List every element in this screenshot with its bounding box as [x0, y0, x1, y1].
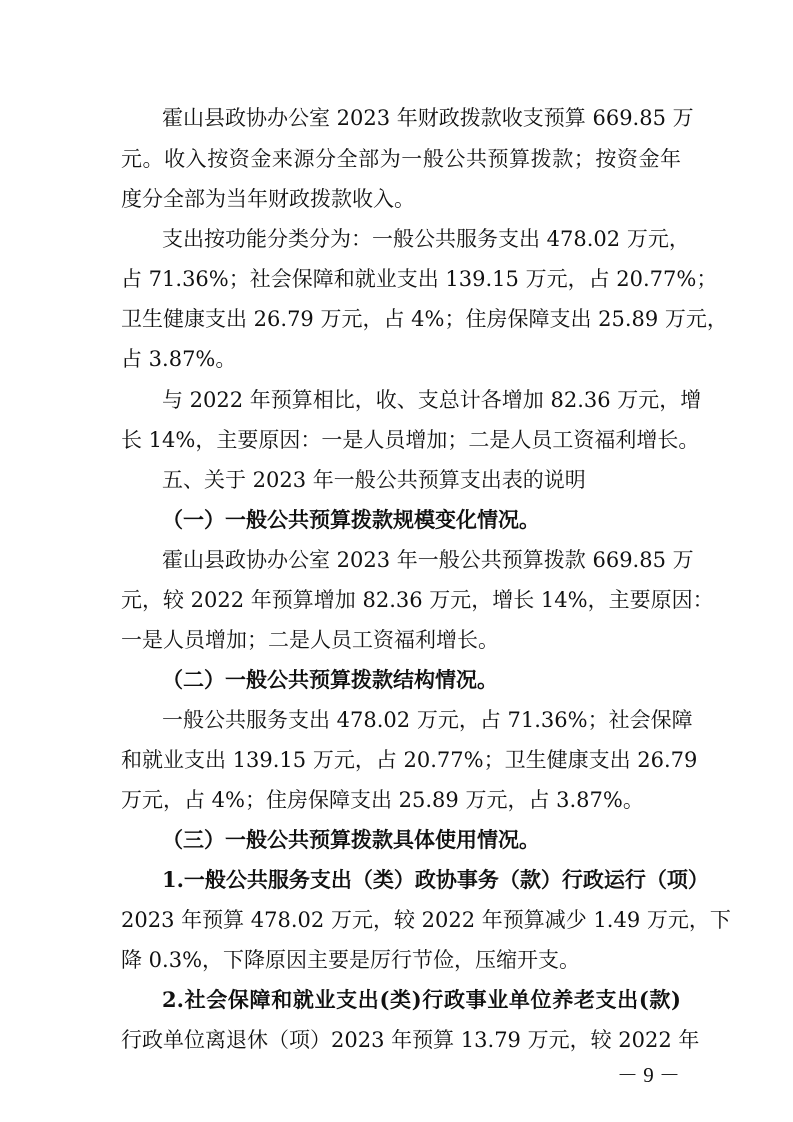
paragraph-line: 卫生健康支出 26.79 万元，占 4%；住房保障支出 25.89 万元，	[121, 307, 728, 331]
paragraph-line: 霍山县政协办公室 2023 年一般公共预算拨款 669.85 万	[162, 548, 694, 572]
paragraph-line: 元。收入按资金来源分全部为一般公共预算拨款；按资金年	[121, 147, 681, 171]
paragraph-line: 占 71.36%；社会保障和就业支出 139.15 万元，占 20.77%；	[121, 267, 718, 291]
paragraph-line: 行政单位离退休（项）2023 年预算 13.79 万元，较 2022 年	[121, 1028, 700, 1052]
paragraph-line: 长 14%，主要原因：一是人员增加；二是人员工资福利增长。	[121, 428, 700, 452]
paragraph-line: 一般公共服务支出 478.02 万元，占 71.36%；社会保障	[162, 708, 693, 732]
subsection-heading: （三）一般公共预算拨款具体使用情况。	[162, 827, 540, 852]
paragraph-line: 万元，占 4%；住房保障支出 25.89 万元，占 3.87%。	[121, 788, 644, 812]
paragraph-line: 度分全部为当年财政拨款收入。	[121, 187, 415, 211]
section-heading: 五、关于 2023 年一般公共预算支出表的说明	[162, 468, 586, 492]
paragraph-line: 支出按功能分类分为：一般公共服务支出 478.02 万元，	[162, 227, 690, 251]
paragraph-line: 霍山县政协办公室 2023 年财政拨款收支预算 669.85 万	[162, 106, 694, 130]
paragraph-line: 和就业支出 139.15 万元，占 20.77%；卫生健康支出 26.79	[121, 748, 698, 772]
paragraph-line: 一是人员增加；二是人员工资福利增长。	[121, 628, 499, 652]
item-heading: 2.社会保障和就业支出(类)行政事业单位养老支出(款)	[162, 987, 681, 1012]
paragraph-line: 元，较 2022 年预算增加 82.36 万元，增长 14%，主要原因：	[121, 588, 714, 612]
paragraph-line: 占 3.87%。	[121, 347, 237, 371]
subsection-heading: （二）一般公共预算拨款结构情况。	[162, 667, 498, 692]
paragraph-line: 2023 年预算 478.02 万元，较 2022 年预算减少 1.49 万元，下	[121, 908, 731, 932]
paragraph-line: 与 2022 年预算相比，收、支总计各增加 82.36 万元，增	[162, 388, 702, 412]
item-heading: 1.一般公共服务支出（类）政协事务（款）行政运行（项）	[162, 867, 709, 892]
page-number: － 9 －	[617, 1063, 680, 1087]
paragraph-line: 降 0.3%，下降原因主要是厉行节俭，压缩开支。	[121, 948, 581, 972]
subsection-heading: （一）一般公共预算拨款规模变化情况。	[162, 507, 540, 532]
